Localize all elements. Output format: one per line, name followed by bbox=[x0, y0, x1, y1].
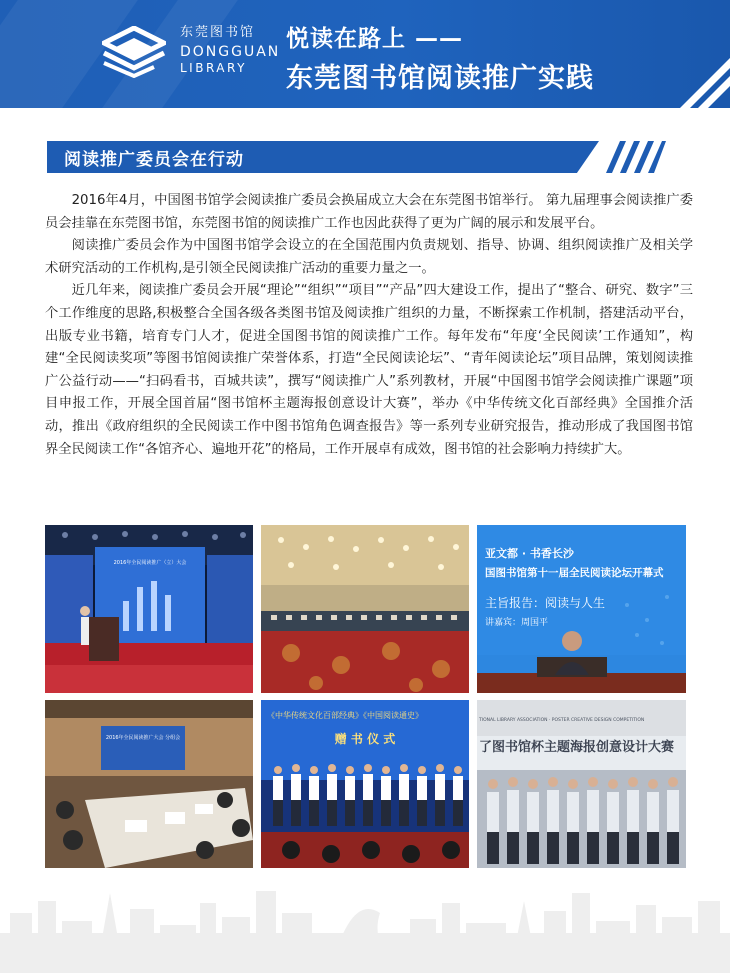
photo-reading-forum bbox=[477, 525, 686, 693]
donation-banner-line2: 赠 书 仪 式 bbox=[334, 732, 396, 746]
photo-conference-stage bbox=[45, 525, 253, 693]
logo-english-line2: LIBRARY bbox=[180, 61, 247, 75]
forum-banner-line1: 亚文都 · 书香长沙 bbox=[485, 547, 574, 560]
stage-screen-text: 2016年全民阅读推广（立）大会 bbox=[113, 560, 187, 566]
header-title-line1: 悦读在路上 —— bbox=[286, 26, 464, 52]
paragraph: 近几年来，阅读推广委员会开展“理论”“组织”“项目”“产品”四大建设工作，提出了“整合、研究、数字”三个工作维度的思路,积极整合全国各级各类图书馆及阅读推广组织的力量，不断探索工作机制，搭建活动平台，出版专业书籍，培育专门人才，促进全国图书馆的阅读推广工作。每年发布“年度‘全民阅读’工作通知”，构建“全民阅读奖项”等图书馆阅读推广荣誉体系，打造“全民阅读论坛”、“青年阅读论坛”项目品牌，策划阅读推广公益行动——“扫码看书，百城共读”，撰写“阅读推广人”系列教材，开展“中国图书馆学会阅读推广课题”项目申报工作，开展全国首届“图书馆杯主题海报创意设计大赛”，举办《中华传统文化百部经典》全国推介活动，推出《政府组织的全民阅读工作中图书馆角色调查报告》等一系列专业研究报告，推动形成了我国图书馆界全民阅读工作“各馆齐心、遍地开花”的格局，工作开展卓有成效，图书馆的社会影响力持续扩大。 bbox=[45, 283, 693, 457]
logo-chinese: 东莞图书馆 bbox=[180, 25, 256, 40]
donation-banner-line1: 《中华传统文化百部经典》《中国阅读通史》 bbox=[267, 711, 423, 720]
photo-assembly-hall bbox=[261, 525, 469, 693]
paragraph: 2016年4月，中国图书馆学会阅读推广委员会换届成立大会在东莞图书馆举行。 第九届理事会阅读推广委员会挂靠在东莞图书馆，东莞图书馆的阅读推广工作也因此获得了更为广阔的展示和发展平台。 bbox=[45, 193, 693, 231]
paragraph: 阅读推广委员会作为中国图书馆学会设立的在全国范围内负责规划、指导、协调、组织阅读推广及相关学术研究活动的工作机构,是引领全民阅读推广活动的重要力量之一。 bbox=[45, 238, 693, 276]
page-header bbox=[0, 0, 730, 108]
photo-book-donation bbox=[261, 700, 469, 868]
section-slashes-icon bbox=[596, 141, 666, 173]
section-title: 阅读推广委员会在行动 bbox=[64, 150, 244, 170]
logo-english-line1: DONGGUAN bbox=[180, 44, 281, 60]
forum-banner-line2: 国图书馆第十一届全民阅读论坛开幕式 bbox=[485, 567, 664, 579]
library-logo-text bbox=[180, 26, 280, 74]
meeting-screen-text: 2016年全民阅读推广大会 分组会 bbox=[105, 735, 181, 741]
article-body bbox=[45, 190, 693, 461]
forum-banner-line3: 主旨报告：阅读与人生 bbox=[485, 596, 606, 610]
photo-poster-competition bbox=[477, 700, 686, 868]
poster-banner-line2: 了图书馆杯主题海报创意设计大赛 bbox=[479, 740, 675, 755]
city-skyline-decoration bbox=[0, 873, 730, 973]
photo-meeting-room bbox=[45, 700, 253, 868]
forum-banner-line4: 讲嘉宾：周国平 bbox=[485, 618, 549, 628]
header-title-line2: 东莞图书馆阅读推广实践 bbox=[286, 63, 594, 94]
header-stripes-icon bbox=[640, 48, 730, 108]
library-logo-icon bbox=[102, 26, 166, 78]
poster-banner-line1: TIONAL LIBRARY ASSOCIATION · POSTER CREATIVE DESIGN COMPETITION bbox=[479, 718, 645, 723]
